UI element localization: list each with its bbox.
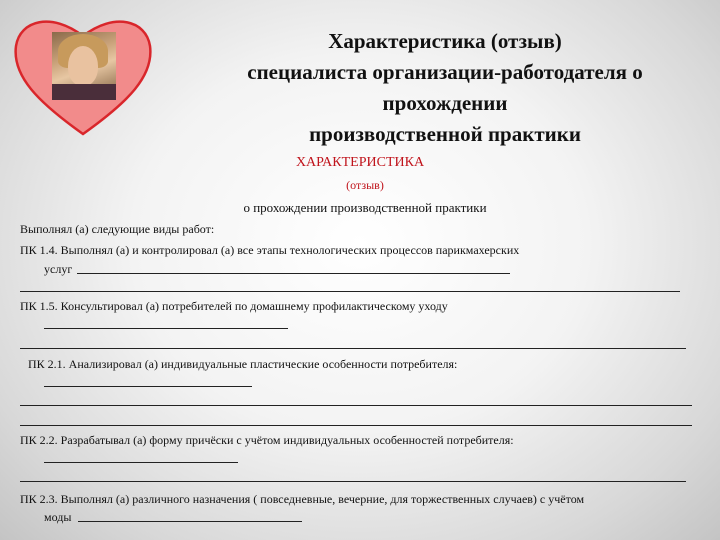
pk21-text: ПК 2.1. Анализировал (а) индивидуальные пластические особенности потребителя:	[28, 357, 458, 371]
pk14-blank-line-2[interactable]	[20, 291, 680, 292]
page-title: Характеристика (отзыв) специалиста организации-работодателя о прохождении производственной практики	[247, 29, 643, 146]
pk15-text: ПК 1.5. Консультировал (а) потребителей по домашнему профилактическому уходу	[20, 299, 448, 313]
heading-desc: о прохождении производственной практики	[243, 200, 487, 215]
pk23-text: ПК 2.3. Выполнял (а) различного назначения ( повседневные, вечерние, для торжественных случаев) с учётом	[20, 492, 585, 506]
pk21-blank-line[interactable]	[44, 386, 252, 387]
pk14-blank-line[interactable]	[77, 273, 510, 274]
pk21-blank-line-3[interactable]	[20, 425, 692, 426]
pk22-blank-line-2[interactable]	[20, 481, 686, 482]
pk22-text: ПК 2.2. Разрабатывал (а) форму причёски с учётом индивидуальных особенностей потребителя:	[20, 433, 514, 447]
pk15-blank-line-2[interactable]	[20, 348, 686, 349]
heading-sub: (отзыв)	[346, 178, 384, 192]
pk14-cont-text: услуг	[44, 262, 73, 276]
pk14-text: ПК 1.4. Выполнял (а) и контролировал (а) все этапы технологических процессов парикмахерских	[20, 243, 520, 257]
student-photo	[52, 32, 116, 100]
pk23-blank-line[interactable]	[78, 521, 302, 522]
pk15-blank-line[interactable]	[44, 328, 288, 329]
pk22-blank-line[interactable]	[44, 462, 238, 463]
intro-text: Выполнял (а) следующие виды работ:	[20, 222, 215, 236]
pk23-cont-text: моды	[44, 510, 72, 524]
heading-main: ХАРАКТЕРИСТИКА	[295, 155, 425, 170]
pk21-blank-line-2[interactable]	[20, 405, 692, 406]
